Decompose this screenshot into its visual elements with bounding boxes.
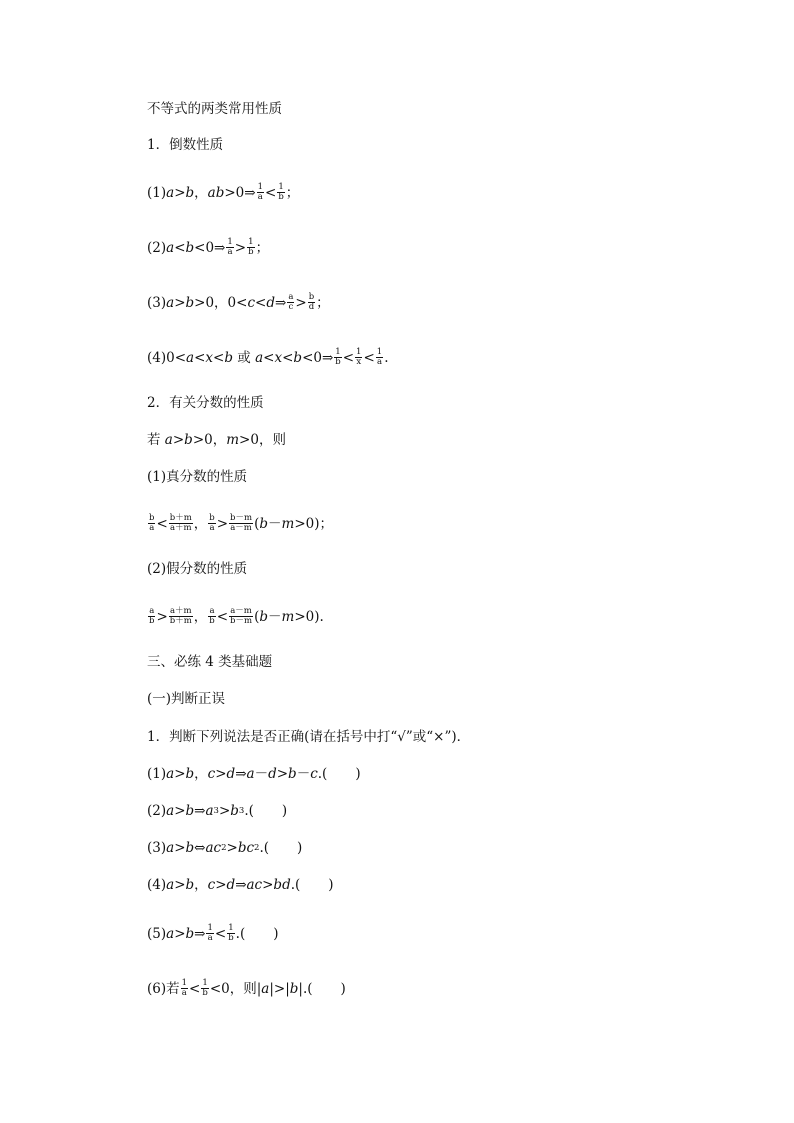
math-token: b <box>185 184 195 201</box>
math-token: 1 <box>207 923 213 933</box>
math-token: .( <box>317 766 328 782</box>
math-token: >0)； <box>294 515 333 532</box>
math-token: (3) <box>147 840 167 856</box>
math-token: ， <box>193 608 208 625</box>
math-token: d <box>308 302 315 312</box>
math-token: b <box>335 357 341 367</box>
judgement-item-2: (2) a > b ⇒ a 3 > b 3 .( ) <box>147 803 288 819</box>
math-token: bd <box>273 877 291 893</box>
math-token: 1 <box>335 347 341 357</box>
math-token: > <box>218 803 231 819</box>
math-token: bc <box>237 840 255 856</box>
math-token: < <box>282 349 294 366</box>
math-token: a <box>227 247 233 257</box>
math-token: > <box>174 925 186 942</box>
math-token: (2) <box>147 239 167 256</box>
reciprocal-property-2 <box>147 238 269 257</box>
math-token: d <box>268 766 277 782</box>
math-token: > <box>174 877 186 893</box>
math-token: > <box>174 184 186 201</box>
math-token: < <box>174 239 186 256</box>
math-token: > <box>172 432 185 448</box>
math-token: m <box>226 432 240 448</box>
fraction <box>148 607 155 626</box>
math-token: b <box>185 239 195 256</box>
math-token: > <box>295 294 307 311</box>
math-token: > <box>216 515 229 532</box>
math-token: < <box>216 608 229 625</box>
math-token: ， <box>194 184 208 201</box>
math-token: ab <box>207 184 225 201</box>
math-token: ； <box>255 239 270 256</box>
math-token: >0，则 <box>239 432 286 448</box>
math-token: b <box>259 515 268 532</box>
math-token: <0，则| <box>209 980 262 997</box>
math-token: >0). <box>294 608 324 625</box>
math-token: ⇒ <box>275 294 287 311</box>
fraction <box>208 514 215 533</box>
math-token: ， <box>193 515 208 532</box>
reciprocal-property-3 <box>147 293 330 312</box>
fraction <box>181 979 188 998</box>
judgement-item-1 <box>147 765 361 783</box>
math-token: 1．倒数性质 <box>147 137 224 153</box>
fraction <box>201 979 208 998</box>
math-token: x <box>274 349 283 366</box>
math-token: (6)若 <box>147 980 180 997</box>
math-token: (3) <box>147 294 167 311</box>
math-token: a <box>186 349 195 366</box>
math-token: ， <box>194 877 208 893</box>
math-token: |>| <box>269 980 290 997</box>
math-token: (1)真分数的性质 <box>147 469 248 485</box>
math-token: < <box>363 349 375 366</box>
math-token: (4)0< <box>147 349 187 366</box>
math-token: (1) <box>147 184 167 201</box>
math-token: ( <box>254 515 260 532</box>
math-token: ) <box>340 980 346 997</box>
math-token: b <box>248 247 254 257</box>
math-token: b <box>185 766 195 782</box>
math-token: b＋m <box>169 616 192 626</box>
fraction <box>169 514 193 533</box>
math-token: b <box>185 877 195 893</box>
math-token: ) <box>355 766 361 782</box>
reciprocal-property-4 <box>147 348 389 367</box>
math-token: 1 <box>228 923 234 933</box>
math-token: b <box>185 803 195 819</box>
math-token: a <box>166 925 175 942</box>
math-token: . <box>384 349 389 366</box>
math-token: 1 <box>202 978 208 988</box>
math-token: b <box>224 349 233 366</box>
math-token: < <box>156 515 168 532</box>
math-token: a－m <box>230 523 252 533</box>
math-token: a <box>261 980 270 997</box>
math-token: a <box>181 988 187 998</box>
math-token: ， <box>194 766 208 782</box>
math-token: 三、必练 4 类基础题 <box>147 654 273 670</box>
math-token: <0⇒ <box>194 239 226 256</box>
question-1-stem <box>147 728 470 746</box>
math-token: < <box>255 294 267 311</box>
math-token: x <box>205 349 214 366</box>
math-token: < <box>213 349 225 366</box>
fraction <box>148 514 155 533</box>
math-token: b <box>185 840 195 856</box>
math-token: a <box>149 523 155 533</box>
fraction <box>334 348 341 367</box>
math-token: c <box>207 766 216 782</box>
math-token: a＋m <box>169 606 192 616</box>
math-token: ) <box>297 840 303 856</box>
math-token: a <box>166 184 175 201</box>
math-token: a－m <box>230 606 252 616</box>
math-token: 1．判断下列说法是否正确(请在括号中打“√”或“×”)． <box>147 729 471 745</box>
math-token: b＋m <box>169 513 192 523</box>
math-token: ) <box>281 803 288 819</box>
math-token: a <box>209 606 215 616</box>
math-token: b <box>289 980 299 997</box>
fraction <box>226 238 233 257</box>
math-token: < <box>265 184 277 201</box>
math-token: (4) <box>147 877 167 893</box>
math-token: .( <box>259 840 269 856</box>
math-token: c <box>288 302 294 312</box>
math-token: ⇔ <box>194 840 206 856</box>
math-token: b <box>149 616 155 626</box>
math-token: 1 <box>257 182 263 192</box>
fraction <box>287 293 294 312</box>
math-token: > <box>215 766 227 782</box>
math-token: a <box>205 803 214 819</box>
math-token: b <box>288 766 297 782</box>
fraction <box>229 607 253 626</box>
math-token: ⇒ <box>235 877 247 893</box>
math-token: 1 <box>376 347 383 357</box>
math-token: > <box>276 766 289 782</box>
math-token: (2)假分数的性质 <box>147 561 248 577</box>
section-fraction-heading <box>147 394 264 412</box>
math-token: .( <box>244 803 254 819</box>
fraction-condition <box>147 431 286 449</box>
math-token: (5) <box>147 925 167 942</box>
math-token: (2) <box>147 803 167 819</box>
math-token: > <box>174 803 186 819</box>
math-token: b <box>209 513 215 523</box>
math-token: ( <box>254 608 260 625</box>
math-token: － <box>268 515 282 532</box>
math-token: > <box>156 608 168 625</box>
math-token: c <box>247 294 256 311</box>
math-token: a <box>288 292 294 302</box>
math-token: >0⇒ <box>224 184 256 201</box>
math-token: > <box>215 877 227 893</box>
math-token: 或 <box>233 349 256 366</box>
math-token: 1 <box>278 182 284 192</box>
fraction <box>257 183 264 202</box>
fraction <box>227 924 234 943</box>
math-token: b <box>308 292 315 302</box>
math-token: < <box>342 349 355 366</box>
math-token: a <box>166 239 175 256</box>
page-title <box>147 100 282 118</box>
math-token: 1 <box>227 237 233 247</box>
math-token: d <box>266 294 275 311</box>
math-token: b <box>185 925 195 942</box>
math-token: a <box>246 766 255 782</box>
math-token: b <box>209 616 215 626</box>
math-token: b <box>202 988 208 998</box>
improper-fraction-formula <box>147 607 324 626</box>
true-false-subheading <box>147 690 225 708</box>
math-token: c <box>207 877 216 893</box>
math-token: > <box>174 294 186 311</box>
math-token: b <box>228 933 234 943</box>
reciprocal-property-1 <box>147 183 299 202</box>
math-token: 2．有关分数的性质 <box>147 395 264 411</box>
judgement-item-5 <box>147 924 279 943</box>
math-token: b－m <box>230 616 253 626</box>
proper-fraction-heading <box>147 468 247 486</box>
math-token: > <box>174 840 186 856</box>
math-token: a <box>166 294 175 311</box>
math-token: ac <box>205 840 222 856</box>
fraction <box>229 514 253 533</box>
math-token: b <box>149 513 155 523</box>
math-token: > <box>234 239 247 256</box>
math-token: a <box>164 432 173 448</box>
section-reciprocal-heading <box>147 136 223 154</box>
math-token: m <box>281 608 295 625</box>
fraction <box>355 348 362 367</box>
math-token: ) <box>328 877 334 893</box>
math-token: a <box>149 606 155 616</box>
math-token: >0， <box>192 432 227 448</box>
math-token: b－m <box>230 513 253 523</box>
math-token: ⇒ <box>235 766 247 782</box>
math-token: ； <box>316 294 330 311</box>
math-token: － <box>254 766 269 782</box>
math-token: (1) <box>147 766 167 782</box>
math-token: .( <box>290 877 301 893</box>
math-token: － <box>268 608 282 625</box>
fraction <box>206 924 213 943</box>
math-token: > <box>262 877 274 893</box>
math-token: > <box>174 766 186 782</box>
fraction <box>208 607 215 626</box>
math-token: < <box>194 349 206 366</box>
math-token: b <box>293 349 303 366</box>
math-token: 1 <box>248 237 254 247</box>
math-token: d <box>226 766 236 782</box>
math-token: x <box>356 357 362 367</box>
fraction <box>247 238 254 257</box>
math-token: < <box>189 980 201 997</box>
math-token: .( <box>235 925 246 942</box>
math-token: b <box>185 294 195 311</box>
proper-fraction-formula <box>147 514 333 533</box>
math-token: a＋m <box>169 523 192 533</box>
math-token: c <box>310 766 318 782</box>
math-token: － <box>296 766 311 782</box>
math-token: 若 <box>147 432 165 448</box>
math-token: a <box>376 357 383 367</box>
math-token: 不等式的两类常用性质 <box>147 101 282 117</box>
math-token: ； <box>285 184 300 201</box>
math-token: a <box>166 803 175 819</box>
math-token: a <box>166 877 175 893</box>
math-token: a <box>207 933 213 943</box>
math-token: < <box>214 925 227 942</box>
math-token: < <box>263 349 275 366</box>
math-token: 1 <box>181 978 188 988</box>
math-token: b <box>259 608 268 625</box>
judgement-item-6 <box>147 979 346 998</box>
fraction <box>308 293 315 312</box>
fraction <box>277 183 284 202</box>
judgement-item-3: (3) a > b ⇔ ac 2 > bc 2 .( ) <box>147 840 303 856</box>
math-token: 1 <box>356 347 362 357</box>
math-token: a <box>257 192 263 202</box>
math-token: >0，0< <box>194 294 248 311</box>
fraction <box>376 348 383 367</box>
math-token: a <box>255 349 264 366</box>
math-token: ⇒ <box>194 803 206 819</box>
math-token: a <box>166 766 175 782</box>
math-token: b <box>278 192 284 202</box>
math-token: m <box>281 515 295 532</box>
math-token: b <box>184 432 193 448</box>
math-token: ) <box>273 925 279 942</box>
math-token: |.( <box>298 980 313 997</box>
math-token: b <box>230 803 239 819</box>
math-token: a <box>209 523 215 533</box>
improper-fraction-heading <box>147 560 247 578</box>
math-token: <0⇒ <box>302 349 334 366</box>
math-token: ⇒ <box>194 925 206 942</box>
section-exercises-heading <box>147 653 272 671</box>
math-token: d <box>226 877 236 893</box>
fraction <box>169 607 193 626</box>
math-token: a <box>166 840 175 856</box>
math-token: ac <box>246 877 263 893</box>
math-token: > <box>226 840 238 856</box>
math-token: (一)判断正误 <box>147 691 226 707</box>
judgement-item-4 <box>147 876 334 894</box>
